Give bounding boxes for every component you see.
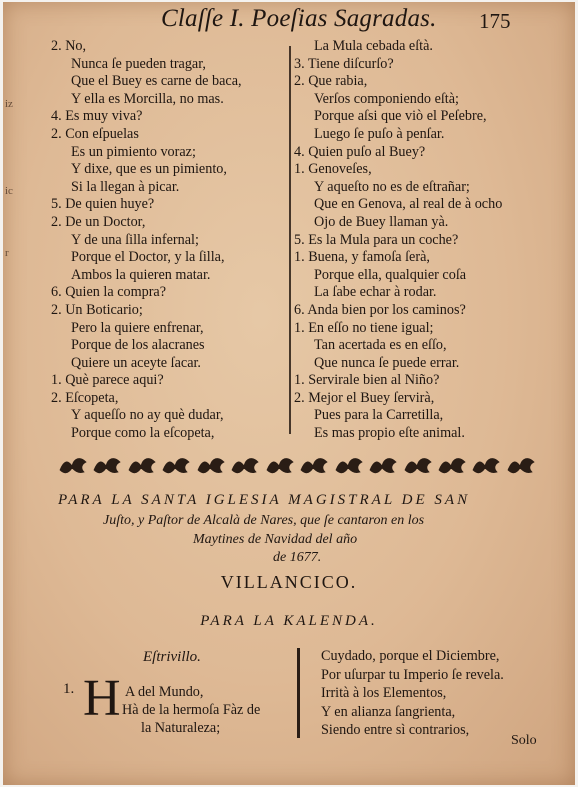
fleuron-ornament [403, 454, 433, 476]
margin-mark: ic [5, 185, 13, 197]
estrivillo-right-lines [321, 647, 504, 740]
verse-line: 4. Quien puſo al Buey? [294, 143, 426, 160]
book-page [3, 2, 575, 785]
fleuron-ornament [506, 454, 536, 476]
verse-line: 2. Que rabia, [294, 73, 368, 90]
running-head: Claſſe I. Poeſias Sagradas. [161, 5, 437, 32]
verse-line: Quiere un aceyte ſacar. [71, 354, 201, 371]
verse-line: Porque ella, qualquier coſa [314, 266, 467, 283]
verse-line: 2. Con eſpuelas [51, 125, 139, 142]
margin-mark: r [5, 247, 9, 259]
fleuron-ornament [437, 454, 467, 476]
section-date: de 1677. [273, 550, 322, 565]
verse-line: 5. Es la Mula para un coche? [294, 231, 459, 248]
verse-line: 2. No, [51, 38, 87, 54]
verse-line: la Naturaleza; [141, 720, 221, 736]
section-heading: PARA LA SANTA IGLESIA MAGISTRAL DE SAN [58, 492, 471, 508]
verse-line: 2. De un Doctor, [51, 213, 146, 230]
verse-line: Y aqueſto no es de eſtrañar; [314, 178, 470, 195]
verse-line: Nunca ſe pueden tragar, [71, 55, 206, 72]
fleuron-ornament [196, 454, 226, 476]
verse-line: Y ella es Morcilla, no mas. [71, 90, 224, 107]
verse-line: Si la llegan à picar. [71, 178, 180, 195]
brace-rule [297, 648, 310, 738]
verse-line: Que en Genova, al real de à ocho [314, 196, 503, 213]
column-rule [289, 46, 291, 434]
verse-line: 3. Tiene diſcurſo? [294, 55, 394, 72]
page-number: 175 [479, 9, 511, 33]
verse-line: Luego ſe puſo à penſar. [314, 125, 445, 142]
verse-line: Porque como la eſcopeta, [71, 425, 215, 442]
fleuron-ornament [58, 454, 88, 476]
verse-line: 1. Genoveſes, [294, 161, 372, 178]
verse-line: Porque el Doctor, y la ſilla, [71, 249, 225, 266]
verse-line: Por uſurpar tu Imperio ſe revela. [321, 666, 504, 683]
verse-line: 5. De quien huye? [51, 196, 155, 213]
ornamental-band [58, 454, 536, 476]
verse-line: 1. Buena, y famoſa ſerà, [294, 249, 430, 266]
fleuron-ornament [299, 454, 329, 476]
verse-line: Y de una ſilla infernal; [71, 231, 199, 248]
verse-line: 6. Quien la compra? [51, 284, 167, 301]
verse-line: 2. Mejor el Buey ſervirà, [294, 389, 435, 406]
verse-line: La Mula cebada eſtà. [314, 38, 433, 54]
verse-line: Y en alianza ſangrienta, [321, 703, 456, 720]
verse-line: Tan acertada es en eſſo, [314, 337, 447, 354]
verse-line: 2. Un Boticario; [51, 301, 143, 318]
right-verse-column [294, 38, 502, 443]
villancico-title: VILLANCICO. [220, 572, 358, 592]
verse-line: 2. Eſcopeta, [51, 389, 119, 406]
verse-line: La ſabe echar à rodar. [314, 284, 437, 301]
fleuron-ornament [471, 454, 501, 476]
verse-line: Porque aſsi que viò el Peſebre, [314, 108, 487, 125]
verse-line: Hà de la hermoſa Fàz de [122, 702, 261, 718]
section-subheading: Juſto, y Paſtor de Alcalà de Nares, que ſe cantaron en los [103, 513, 425, 528]
fleuron-ornament [92, 454, 122, 476]
section-subheading: Maytines de Navidad del año [193, 532, 358, 547]
verse-line: Ambos la quieren matar. [71, 266, 211, 283]
verse-line: Que el Buey es carne de baca, [71, 73, 242, 90]
verse-line: Es un pimiento voraz; [71, 143, 196, 160]
kalenda-title: PARA LA KALENDA. [200, 613, 378, 629]
verse-line: Y aqueſſo no ay què dudar, [71, 407, 224, 424]
verse-line: A del Mundo, [125, 684, 204, 700]
verse-line: Y dixe, que es un pimiento, [71, 161, 227, 178]
verse-line: 4. Es muy viva? [51, 108, 143, 125]
verse-line: Pero la quiere enfrenar, [71, 319, 204, 336]
verse-line: 1. En eſſo no tiene igual; [294, 319, 434, 336]
verse-line: Que nunca ſe puede errar. [314, 354, 460, 371]
fleuron-ornament [265, 454, 295, 476]
verse-line: 6. Anda bien por los caminos? [294, 301, 466, 318]
verse-line: Irrità à los Elementos, [321, 685, 447, 701]
fleuron-ornament [368, 454, 398, 476]
fleuron-ornament [230, 454, 260, 476]
verse-line: Ojo de Buey llaman yà. [314, 213, 449, 230]
verse-line: Siendo entre sì contrarios, [321, 722, 470, 738]
fleuron-ornament [127, 454, 157, 476]
verse-line: Es mas propio eſte animal. [314, 425, 465, 442]
fleuron-ornament [161, 454, 191, 476]
verse-line: 1. Servirale bien al Niño? [294, 372, 440, 389]
verse-number: 1. [63, 681, 75, 697]
estrivillo-left-lines [122, 683, 261, 737]
left-verse-column [51, 38, 242, 443]
fleuron-ornament [334, 454, 364, 476]
verse-line: Pues para la Carretilla, [314, 407, 444, 424]
margin-mark: iz [5, 98, 13, 110]
estrivillo-label: Eſtrivillo. [143, 649, 201, 665]
verse-line: Porque de los alacranes [71, 337, 205, 354]
verse-line: Verſos componiendo eſtà; [314, 90, 459, 107]
verse-line: Cuydado, porque el Diciembre, [321, 648, 500, 664]
verse-line: 1. Què parece aqui? [51, 372, 164, 389]
catchword: Solo [511, 733, 537, 748]
drop-cap: H [83, 670, 121, 727]
